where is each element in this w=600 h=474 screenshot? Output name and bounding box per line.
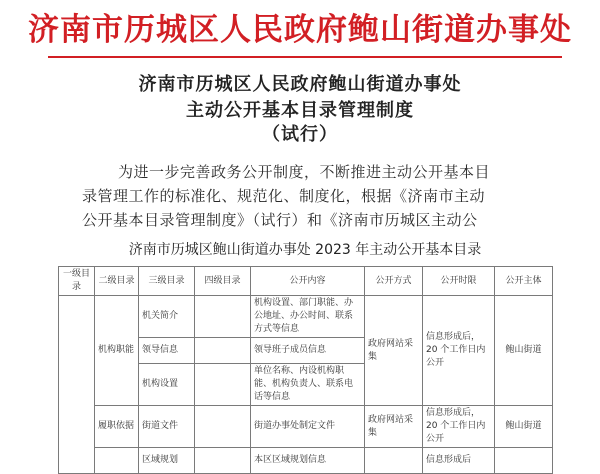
- document-title-line2: 主动公开基本目录管理制度: [186, 100, 414, 121]
- subject-cell: [495, 448, 553, 474]
- level3-cell: 机构设置: [139, 364, 195, 406]
- method-cell: 政府网站采集: [365, 406, 423, 448]
- catalog-overlay: [50, 232, 560, 465]
- header-level1: 一级目录: [59, 267, 95, 296]
- content-cell: 街道办事处制定文件: [251, 406, 365, 448]
- subject-cell: 鲍山街道: [495, 406, 553, 448]
- timing-cell: 信息形成后: [423, 448, 495, 474]
- content-cell: 本区区域规划信息: [251, 448, 365, 474]
- letterhead: 济南市历城区人民政府鲍山街道办事处: [28, 12, 572, 48]
- subject-cell: 鲍山街道: [495, 296, 553, 406]
- catalog-table: [58, 266, 553, 474]
- content-cell: 单位名称、内设机构职能、机构负责人、联系电话等信息: [251, 364, 365, 406]
- level4-cell: [195, 296, 251, 338]
- level3-cell: 领导信息: [139, 338, 195, 364]
- document-title-line3: （试行）: [262, 124, 338, 145]
- timing-cell: 信息形成后，20 个工作日内公开: [423, 296, 495, 406]
- level2-cell: 履职依据: [95, 406, 139, 448]
- header-content: 公开内容: [251, 267, 365, 296]
- level3-cell: 区域规划: [139, 448, 195, 474]
- table-row: [59, 406, 553, 448]
- header-level3: 三级目录: [139, 267, 195, 296]
- level4-cell: [195, 406, 251, 448]
- content-cell: 机构设置、部门职能、办公地址、办公时间、联系方式等信息: [251, 296, 365, 338]
- body-paragraph-line3: 公开基本目录管理制度》（试行）和《济南市历城区主动公: [82, 211, 478, 229]
- level4-cell: [195, 364, 251, 406]
- level3-cell: 机关简介: [139, 296, 195, 338]
- method-cell: [365, 448, 423, 474]
- level2-cell: 机构职能: [95, 296, 139, 406]
- header-method: 公开方式: [365, 267, 423, 296]
- level1-cell: [59, 296, 95, 474]
- document-title-line1: 济南市历城区人民政府鲍山街道办事处: [138, 74, 462, 95]
- level2-cell: [95, 448, 139, 474]
- header-level2: 二级目录: [95, 267, 139, 296]
- table-row: [59, 296, 553, 338]
- header-subject: 公开主体: [495, 267, 553, 296]
- level4-cell: [195, 338, 251, 364]
- level4-cell: [195, 448, 251, 474]
- header-level4: 四级目录: [195, 267, 251, 296]
- content-cell: 领导班子成员信息: [251, 338, 365, 364]
- header-timing: 公开时限: [423, 267, 495, 296]
- table-row: [59, 448, 553, 474]
- table-header-row: [59, 267, 553, 296]
- catalog-title: 济南市历城区鲍山街道办事处 2023 年主动公开基本目录: [128, 242, 482, 258]
- method-cell: 政府网站采集: [365, 296, 423, 406]
- letterhead-rule: [48, 56, 562, 58]
- body-paragraph-line2: 录管理工作的标准化、规范化、制度化，根据《济南市主动: [82, 187, 486, 205]
- timing-cell: 信息形成后，20 个工作日内公开: [423, 406, 495, 448]
- body-paragraph-line1: 为进一步完善政务公开制度，不断推进主动公开基本目: [118, 163, 491, 181]
- level3-cell: 街道文件: [139, 406, 195, 448]
